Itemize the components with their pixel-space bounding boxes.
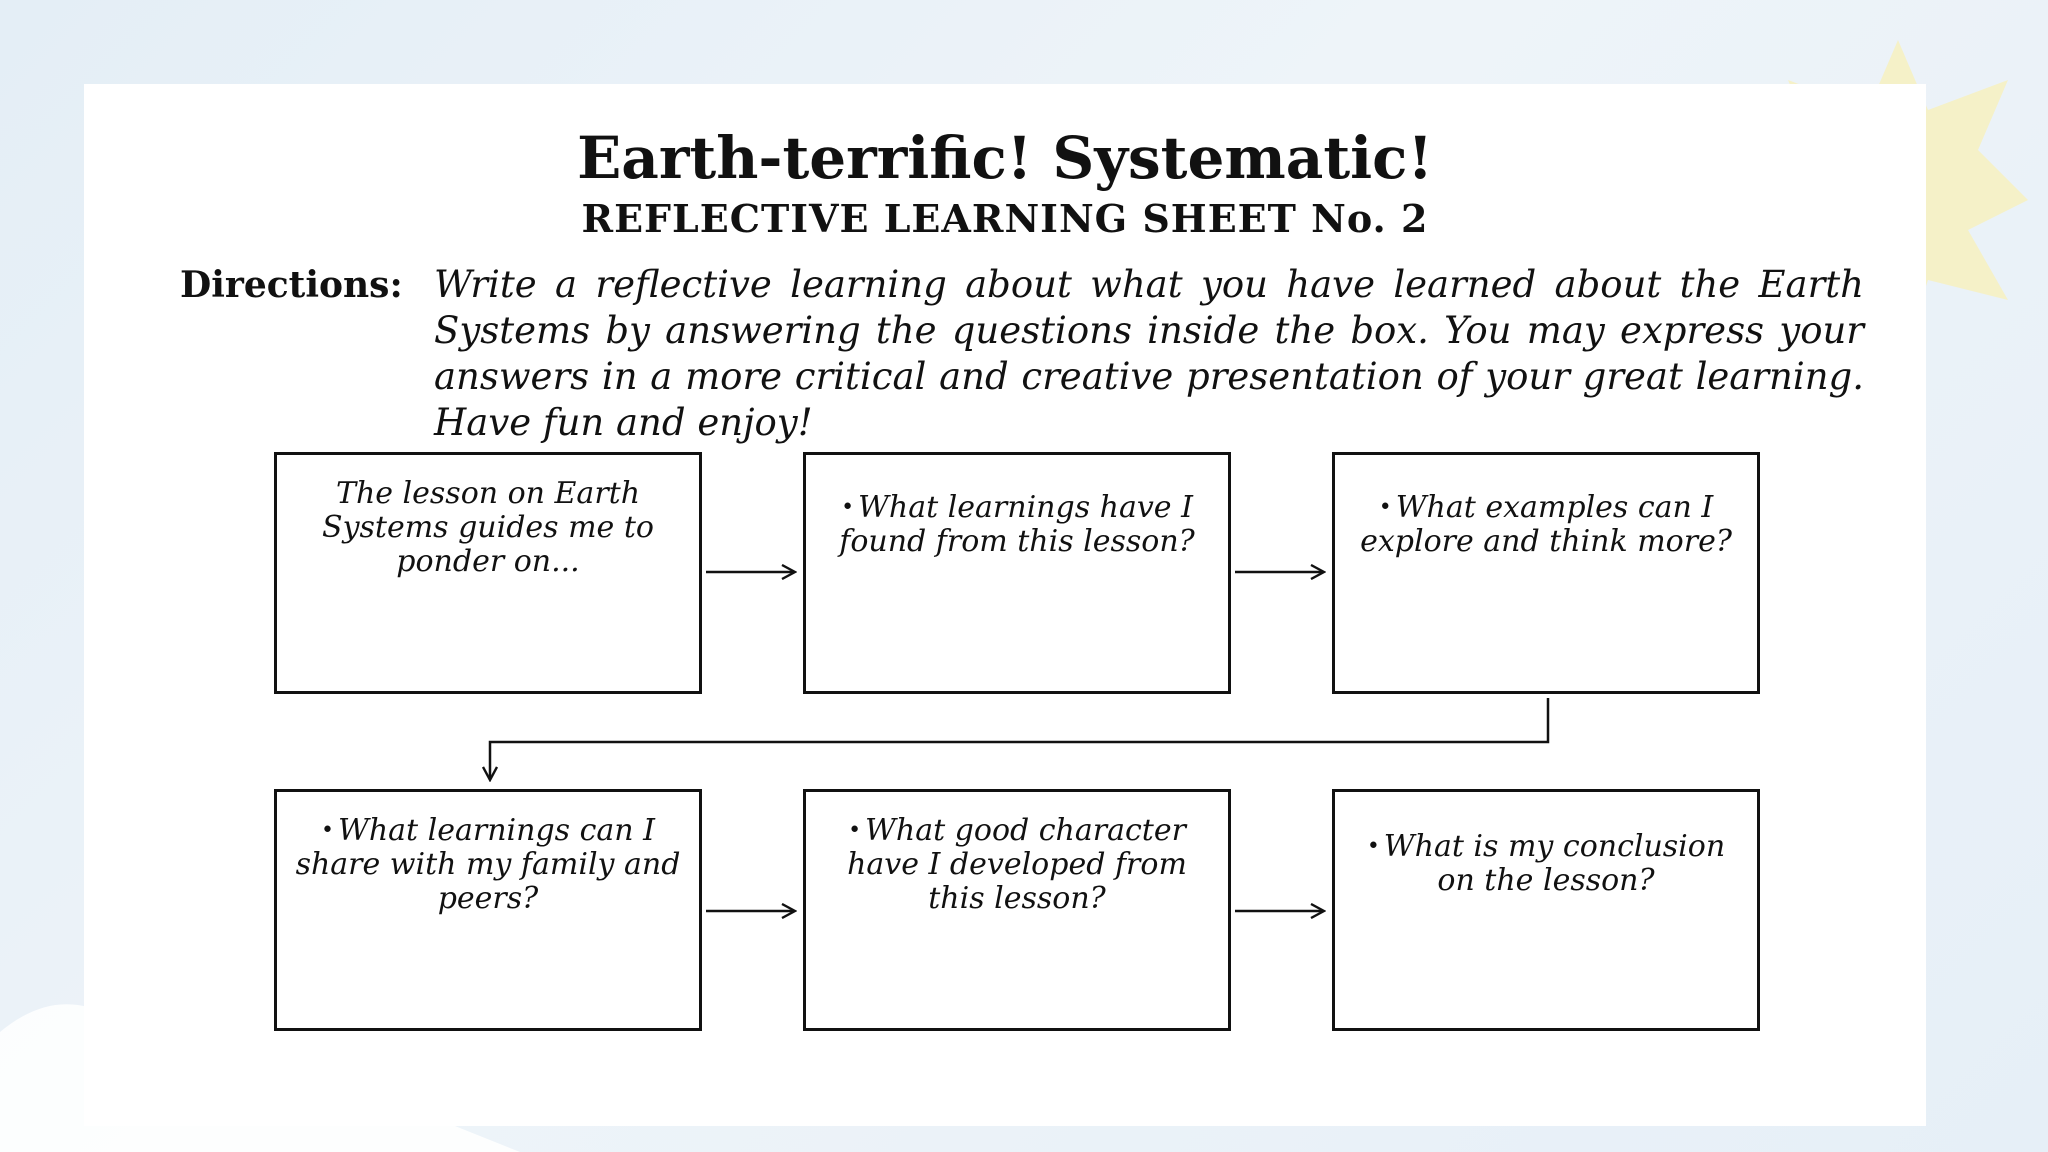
box-5-text: What good character have I developed from this lesson?	[847, 813, 1187, 916]
bullet-icon: •	[321, 818, 334, 843]
box-3-text: What examples can I explore and think more?	[1360, 490, 1732, 559]
reflection-box-3[interactable]	[1332, 452, 1760, 694]
bullet-icon: •	[841, 495, 855, 520]
arrow-3-to-4	[490, 698, 1548, 779]
page-title: Earth-terrific! Systematic!	[577, 124, 1433, 192]
box-4-text: What learnings can I share with my family and peers?	[295, 813, 681, 916]
reflection-box-2[interactable]	[803, 452, 1231, 694]
directions-text: Write a reflective learning about what you have learned about the Earth Systems by answering the questions inside the box. You may express your answers in a more critical and creative presentation of your great learning. Have fun and enjoy!	[434, 263, 1864, 444]
page-subtitle: REFLECTIVE LEARNING SHEET No. 2	[581, 196, 1429, 241]
bullet-icon: •	[1366, 834, 1380, 859]
reflection-box-6[interactable]	[1332, 789, 1760, 1031]
worksheet	[84, 84, 1926, 1126]
box-1-text: The lesson on Earth Systems guides me to ponder on...	[322, 476, 654, 579]
bullet-icon: •	[1378, 495, 1392, 520]
box-2-text: What learnings have I found from this lesson?	[839, 490, 1195, 559]
box-6-text: What is my conclusion on the lesson?	[1383, 829, 1726, 898]
directions-label: Directions:	[180, 264, 403, 306]
reflection-box-5[interactable]	[803, 789, 1231, 1031]
bullet-icon: •	[848, 818, 862, 843]
reflection-box-4[interactable]	[274, 789, 702, 1031]
reflection-box-1[interactable]	[274, 452, 702, 694]
